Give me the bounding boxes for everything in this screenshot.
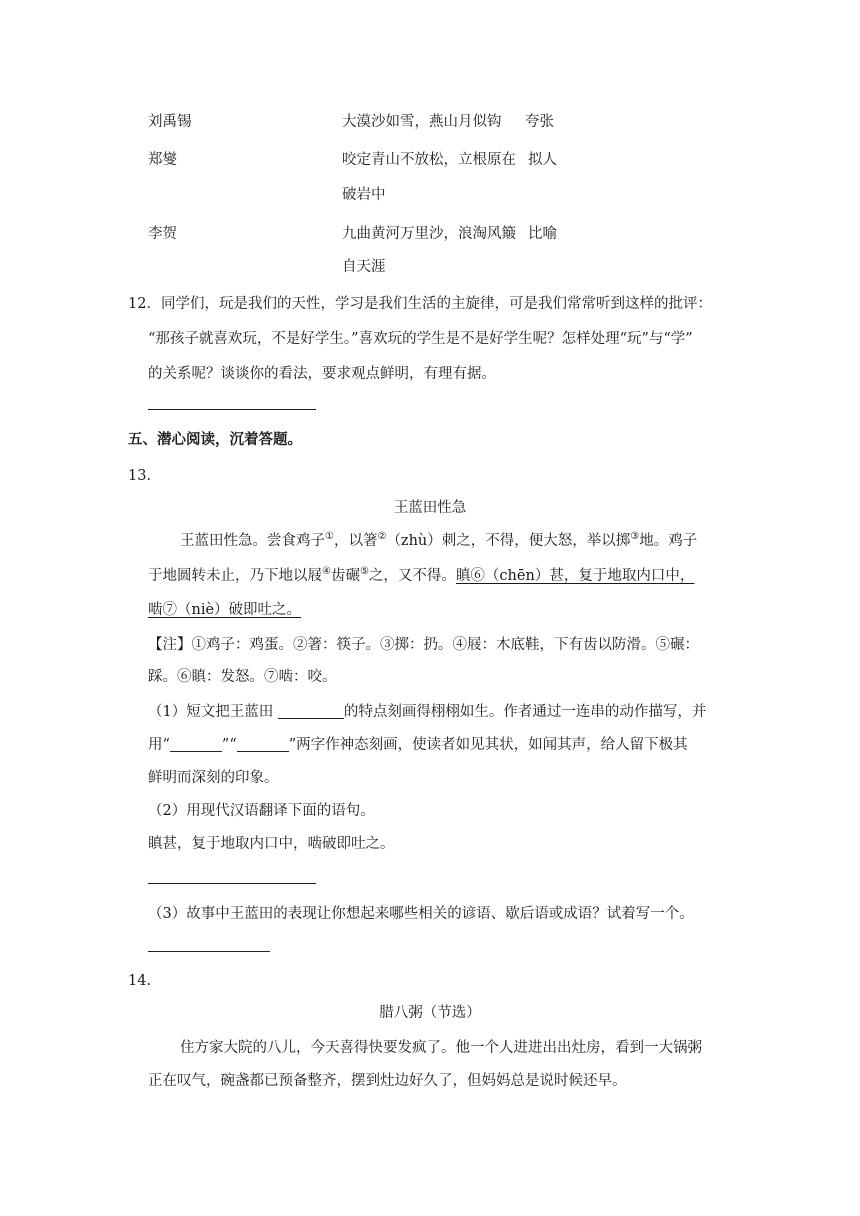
question-text: 的关系呢？谈谈你的看法，要求观点鲜明，有理有据。 (148, 366, 496, 382)
question-text: 12．同学们，玩是我们的天性，学习是我们生活的主旋律，可是我们常常听到这样的批评： (128, 296, 712, 312)
verse-text: 咬定青山不放松，立根原在 (342, 152, 516, 168)
sub-question-3: （3）故事中王蓝田的表现让你想起来哪些相关的谚语、歇后语或成语？试着写一个。 (148, 906, 694, 922)
question-text: “那孩子就喜欢玩，不是好学生。”喜欢玩的学生是不是好学生呢？怎样处理“玩”与“学” (148, 331, 693, 347)
underlined-sentence: 瞋⑥（chēn）甚，复于地取内口中， (455, 568, 695, 584)
fill-blank[interactable] (237, 735, 289, 752)
section-heading: 五、潜心阅读，沉着答题。 (128, 432, 302, 448)
sub-question-2: （2）用现代汉语翻译下面的语句。 (148, 803, 375, 819)
passage-paragraph: 王蓝田性急。尝食鸡子①，以箸②（zhù）刺之，不得，便大怒，举以掷③地。鸡子 (180, 531, 698, 549)
question-number: 14. (128, 973, 152, 989)
translate-sentence: 瞋甚，复于地取内口中，啮破即吐之。 (148, 836, 395, 852)
passage-paragraph: 正在叹气，碗盏都已预备整齐，摆到灶边好久了，但妈妈总是说时候还早。 (148, 1073, 627, 1089)
passage-paragraph: 于地圆转未止，乃下地以屐④齿碾⑤之，又不得。瞋⑥（chēn）甚，复于地取内口中， (148, 566, 695, 584)
passage-title: 王蓝田性急 (393, 500, 467, 516)
verse-text: 大漠沙如雪，燕山月似钩 (342, 114, 502, 130)
verse-text: 九曲黄河万里沙，浪淘风簸 (342, 226, 516, 242)
passage-paragraph: 住方家大院的八儿，今天喜得快要发疯了。他一个人进进出出灶房，看到一大锅粥 (180, 1040, 702, 1056)
answer-line[interactable] (148, 883, 316, 884)
rhetoric-device: 比喻 (528, 226, 557, 242)
poet-name: 李贺 (148, 226, 177, 242)
sub-question-1: （1）短文把王蓝田 的特点刻画得栩栩如生。作者通过一连串的动作描写，并 (148, 704, 707, 720)
verse-text-cont: 自天涯 (342, 259, 386, 275)
underlined-sentence: 啮⑦（niè）破即吐之。 (148, 602, 302, 618)
passage-title: 腊八粥（节选） (379, 1005, 481, 1021)
answer-line[interactable] (148, 951, 270, 952)
sub-question-1-cont: 鲜明而深刻的印象。 (148, 770, 279, 786)
sub-question-1-cont: 用“ ”“ ”两字作神态刻画，使读者如见其状，如闻其声，给人留下极其 (148, 737, 688, 753)
question-number: 13. (128, 468, 152, 484)
rhetoric-device: 夸张 (525, 114, 554, 130)
poet-name: 刘禹锡 (148, 114, 192, 130)
fill-blank[interactable] (278, 702, 344, 719)
verse-text-cont: 破岩中 (342, 187, 386, 203)
fill-blank[interactable] (170, 735, 222, 752)
poet-name: 郑燮 (148, 152, 177, 168)
rhetoric-device: 拟人 (528, 152, 557, 168)
annotation-note: 踩。⑥瞋：发怒。⑦啮：咬。 (148, 669, 337, 685)
answer-line[interactable] (148, 409, 316, 410)
annotation-note: 【注】①鸡子：鸡蛋。②箸：筷子。③掷：扔。④屐：木底鞋，下有齿以防滑。⑤碾： (148, 637, 699, 653)
